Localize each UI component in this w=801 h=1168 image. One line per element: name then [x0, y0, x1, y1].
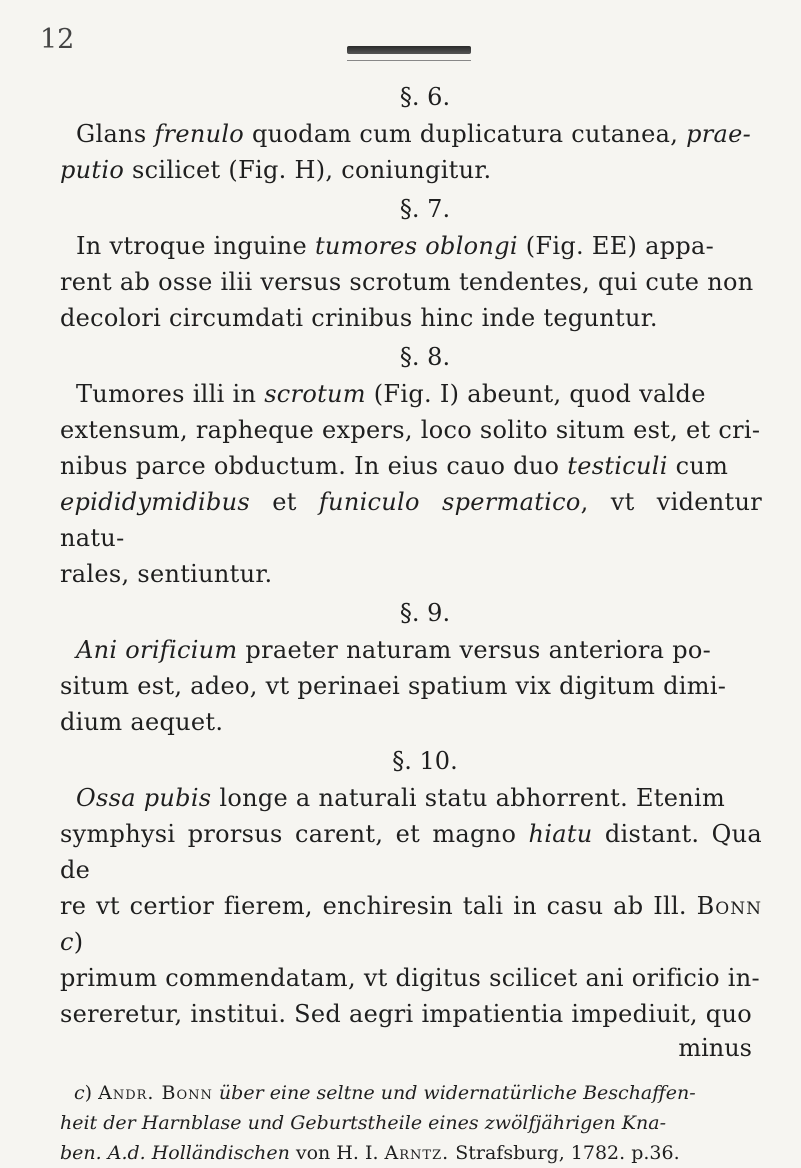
section-heading: §. 7.: [399, 195, 451, 223]
italic-term: c: [74, 1082, 85, 1104]
sections: [60, 80, 762, 1032]
text-line: Ossa pubis longe a naturali statu abhorrent. Etenim: [76, 784, 726, 812]
page-number: 12: [40, 24, 75, 55]
italic-term: Ani orificium: [76, 636, 238, 664]
section-heading: §. 8.: [399, 343, 451, 371]
header-ornament: [347, 46, 471, 54]
text-line: primum commendatam, vt digitus scilicet ani orificio in-: [60, 964, 760, 992]
section-paragraph: [60, 780, 762, 1032]
text-line: rent ab osse ilii versus scrotum tendentes, qui cute non: [60, 268, 754, 296]
italic-term: über eine seltne und widernatürliche Beschaffen-: [218, 1082, 696, 1104]
section-paragraph: [60, 376, 762, 592]
italic-term: c: [60, 928, 74, 956]
italic-term: scrotum: [264, 380, 366, 408]
text-line: symphysi prorsus carent, et magno hiatu distant. Qua de: [60, 820, 762, 884]
text-line: Ani orificium praeter naturam versus anteriora po-: [76, 636, 712, 664]
header-rule: [347, 60, 471, 61]
section-heading: §. 6.: [399, 83, 451, 111]
catchword: minus: [678, 1034, 752, 1062]
author-name: Bonn: [696, 892, 762, 920]
italic-term: testiculi: [567, 452, 668, 480]
text-line: In vtroque inguine tumores oblongi (Fig. EE) appa-: [76, 232, 715, 260]
author-name: Andr. Bonn: [98, 1082, 213, 1104]
italic-term: funiculo spermatico: [318, 488, 581, 516]
italic-term: ben. A.d. Holländischen: [60, 1142, 290, 1164]
section-paragraph: [60, 228, 762, 336]
footnote-line: ben. A.d. Holländischen von H. I. Arntz. Strafsburg, 1782. p.36.: [60, 1142, 680, 1164]
section-paragraph: [60, 632, 762, 740]
italic-term: hiatu: [528, 820, 593, 848]
author-name: Arntz.: [384, 1142, 450, 1164]
text-line: putio scilicet (Fig. H), coniungitur.: [60, 156, 492, 184]
section-heading: §. 10.: [392, 747, 458, 775]
text-line: re vt certior fierem, enchiresin tali in casu ab Ill. Bonn c): [60, 892, 762, 956]
italic-term: putio: [60, 156, 125, 184]
text-line: sereretur, institui. Sed aegri impatientia impediuit, quo: [60, 1000, 752, 1028]
text-line: Tumores illi in scrotum (Fig. I) abeunt, quod valde: [76, 380, 706, 408]
text-line: decolori circumdati crinibus hinc inde teguntur.: [60, 304, 658, 332]
footnote-line: [60, 1112, 666, 1134]
italic-term: prae-: [686, 120, 752, 148]
text-line: epididymidibus et funiculo spermatico, vt videntur natu-: [60, 488, 762, 552]
text-line: rales, sentiuntur.: [60, 560, 273, 588]
footnote-line: c) Andr. Bonn über eine seltne und widernatürliche Beschaffen-: [74, 1082, 696, 1104]
section-paragraph: [60, 116, 762, 188]
text-line: extensum, rapheque expers, loco solito situm est, et cri-: [60, 416, 761, 444]
page-content: [60, 76, 762, 1168]
italic-term: frenulo: [154, 120, 245, 148]
text-line: Glans frenulo quodam cum duplicatura cutanea, prae-: [76, 120, 752, 148]
text-line: dium aequet.: [60, 708, 224, 736]
italic-term: tumores oblongi: [314, 232, 518, 260]
section-heading: §. 9.: [399, 599, 451, 627]
text-line: nibus parce obductum. In eius cauo duo testiculi cum: [60, 452, 729, 480]
italic-term: epididymidibus: [60, 488, 251, 516]
italic-term: heit der Harnblase und Geburtstheile eines zwölfjährigen Kna-: [60, 1112, 666, 1134]
text-line: situm est, adeo, vt perinaei spatium vix digitum dimi-: [60, 672, 727, 700]
footnote: [60, 1078, 762, 1168]
italic-term: Ossa pubis: [76, 784, 212, 812]
